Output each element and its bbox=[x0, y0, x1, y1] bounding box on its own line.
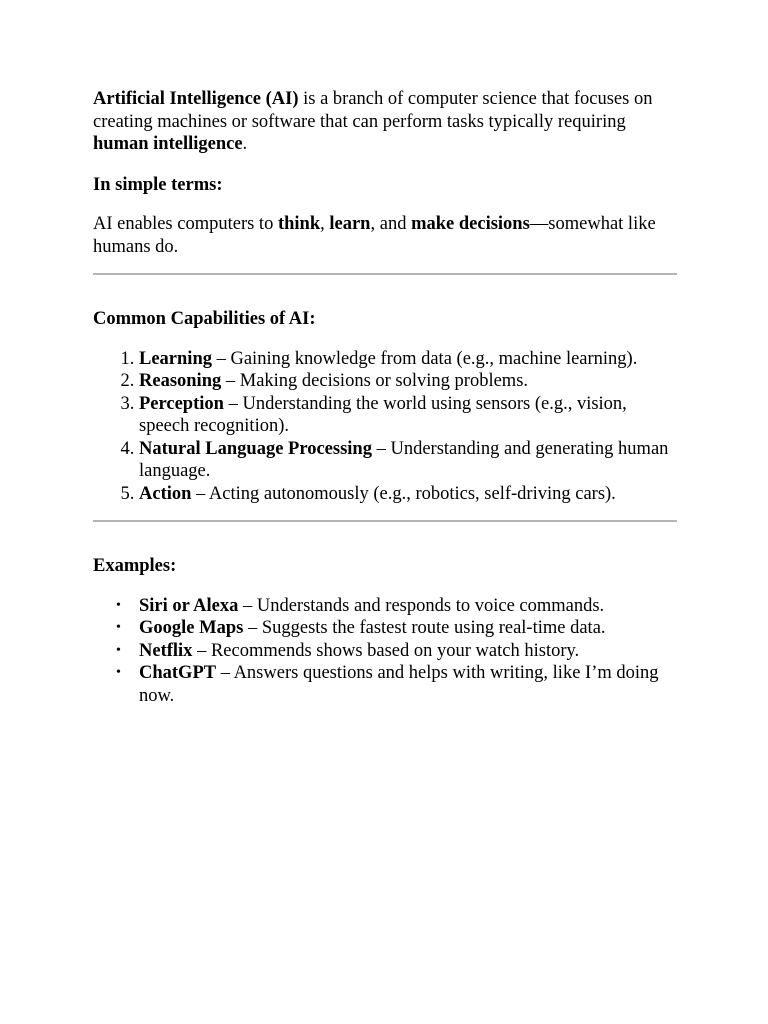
simple-terms-heading: In simple terms: bbox=[93, 174, 223, 195]
simple-think: think bbox=[277, 214, 321, 234]
example-desc: – Suggests the fastest route using real-time data. bbox=[243, 618, 606, 638]
intro-period: . bbox=[242, 134, 248, 154]
bullet-icon: • bbox=[116, 620, 121, 635]
simple-text-2: —somewhat like humans do. bbox=[93, 214, 656, 257]
example-name: Google Maps bbox=[139, 618, 244, 638]
example-desc: – Recommends shows based on your watch history. bbox=[192, 640, 580, 661]
capability-desc: – Understanding and generating human language. bbox=[139, 438, 669, 481]
list-item bbox=[116, 640, 677, 663]
capability-name: Natural Language Processing bbox=[139, 438, 372, 459]
intro-paragraph bbox=[93, 88, 677, 156]
simple-text-1: AI enables computers to bbox=[93, 214, 278, 234]
list-item bbox=[139, 438, 677, 483]
list-item bbox=[116, 595, 677, 618]
capability-desc: – Making decisions or solving problems. bbox=[221, 371, 529, 391]
example-desc: – Understands and responds to voice commands. bbox=[238, 595, 605, 616]
simple-terms-paragraph bbox=[93, 213, 677, 258]
list-item bbox=[139, 483, 677, 506]
simple-make-decisions: make decisions bbox=[411, 214, 530, 234]
intro-text: is a branch of computer science that focuses on creating machines or software that can perform tasks typically requiring bbox=[93, 89, 653, 132]
intro-human-intelligence: human intelligence bbox=[93, 134, 243, 154]
capabilities-list bbox=[93, 348, 677, 506]
divider-2 bbox=[93, 520, 677, 522]
examples-list bbox=[93, 595, 677, 708]
list-item bbox=[139, 370, 677, 393]
list-item bbox=[139, 393, 677, 438]
capability-desc: – Acting autonomously (e.g., robotics, self-driving cars). bbox=[191, 483, 616, 504]
capability-name: Action bbox=[139, 483, 192, 504]
bullet-icon: • bbox=[116, 665, 121, 680]
capabilities-heading: Common Capabilities of AI: bbox=[93, 309, 316, 329]
intro-term: Artificial Intelligence (AI) bbox=[93, 89, 299, 109]
bullet-icon: • bbox=[116, 597, 121, 613]
capability-desc: – Understanding the world using sensors (e.g., vision, speech recognition). bbox=[139, 393, 627, 436]
simple-sep-1: , bbox=[320, 214, 330, 234]
example-name: ChatGPT bbox=[139, 663, 217, 683]
list-item bbox=[139, 348, 677, 371]
bullet-icon: • bbox=[116, 642, 121, 658]
example-name: Siri or Alexa bbox=[139, 595, 239, 616]
capability-name: Perception bbox=[139, 393, 224, 414]
example-desc: – Answers questions and helps with writing, like I’m doing now. bbox=[139, 663, 659, 706]
simple-sep-2: , and bbox=[370, 214, 412, 234]
examples-heading: Examples: bbox=[93, 556, 177, 576]
capability-name: Learning bbox=[139, 348, 212, 369]
simple-learn: learn bbox=[329, 214, 371, 234]
list-item bbox=[116, 662, 677, 707]
example-name: Netflix bbox=[139, 640, 193, 661]
capability-name: Reasoning bbox=[139, 371, 222, 391]
document-page bbox=[93, 88, 677, 707]
divider-1 bbox=[93, 273, 677, 275]
capability-desc: – Gaining knowledge from data (e.g., machine learning). bbox=[211, 348, 638, 369]
list-item bbox=[116, 617, 677, 640]
